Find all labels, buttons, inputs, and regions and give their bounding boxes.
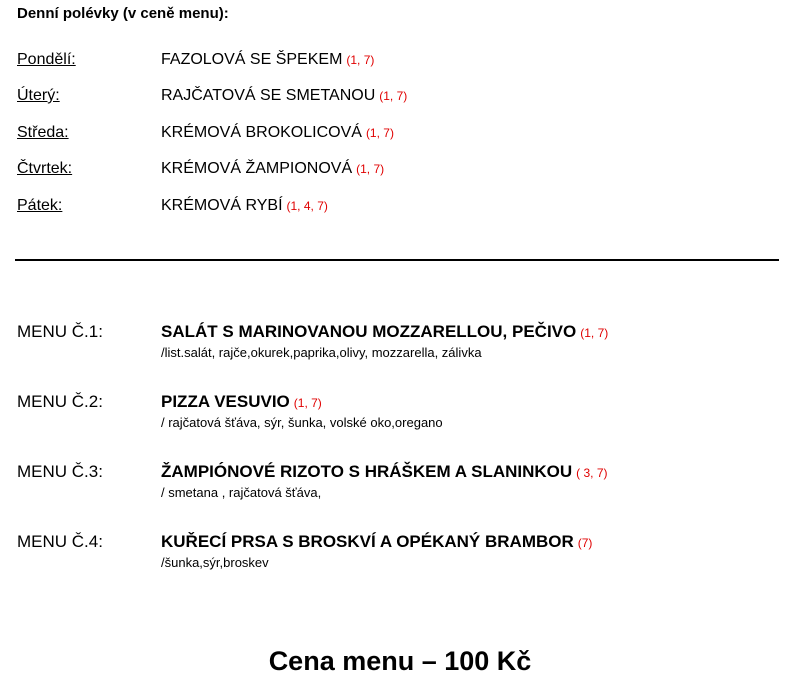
menu-description: / rajčatová šťáva, sýr, šunka, volské oko,oregano — [161, 415, 443, 430]
menu-label: MENU Č.2: — [17, 392, 103, 411]
allergen-codes: (1, 7) — [356, 162, 385, 176]
menu-description: / smetana , rajčatová šťáva, — [161, 485, 322, 500]
soup-name: FAZOLOVÁ SE ŠPEKEM — [161, 51, 343, 68]
allergen-codes: (7) — [577, 536, 593, 550]
menu-item-2 — [17, 392, 443, 430]
soup-row-monday — [17, 51, 374, 73]
section-divider — [15, 259, 779, 261]
soup-day-label: Pátek: — [17, 197, 63, 214]
soup-row-tuesday — [17, 87, 407, 109]
menu-item-1 — [17, 322, 608, 360]
menu-dish-name: ŽAMPIÓNOVÉ RIZOTO S HRÁŠKEM A SLANINKOU — [161, 462, 573, 481]
soup-row-thursday — [17, 160, 384, 182]
soup-name: RAJČATOVÁ SE SMETANOU — [161, 87, 376, 104]
allergen-codes: (1, 7) — [365, 126, 394, 140]
menu-dish-name: KUŘECÍ PRSA S BROSKVÍ A OPÉKANÝ BRAMBOR — [161, 532, 574, 551]
soup-name: KRÉMOVÁ RYBÍ — [161, 197, 283, 214]
menu-item-4 — [17, 532, 592, 570]
soup-name: KRÉMOVÁ ŽAMPIONOVÁ — [161, 160, 353, 177]
soups-heading: Denní polévky (v ceně menu): — [17, 5, 229, 22]
menu-label: MENU Č.1: — [17, 322, 103, 341]
menu-description: /list.salát, rajče,okurek,paprika,olivy, mozzarella, zálivka — [161, 345, 482, 360]
allergen-codes: (1, 7) — [580, 326, 609, 340]
soup-day-label: Středa: — [17, 124, 69, 141]
allergen-codes: (1, 7) — [379, 89, 408, 103]
allergen-codes: ( 3, 7) — [576, 466, 608, 480]
menu-item-3 — [17, 462, 608, 500]
soup-row-wednesday — [17, 124, 394, 146]
menu-price: Cena menu – 100 Kč — [268, 646, 532, 676]
menu-dish-name: PIZZA VESUVIO — [161, 392, 290, 411]
menu-description: /šunka,sýr,broskev — [161, 555, 269, 570]
menu-label: MENU Č.3: — [17, 462, 103, 481]
soup-row-friday — [17, 197, 328, 219]
allergen-codes: (1, 7) — [346, 53, 375, 67]
menu-label: MENU Č.4: — [17, 532, 103, 551]
soup-name: KRÉMOVÁ BROKOLICOVÁ — [161, 124, 362, 141]
soup-day-label: Čtvrtek: — [17, 160, 73, 177]
menu-dish-name: SALÁT S MARINOVANOU MOZZARELLOU, PEČIVO — [161, 322, 577, 341]
soup-day-label: Úterý: — [17, 87, 60, 104]
allergen-codes: (1, 7) — [293, 396, 322, 410]
soup-day-label: Pondělí: — [17, 51, 76, 68]
allergen-codes: (1, 4, 7) — [286, 199, 328, 213]
